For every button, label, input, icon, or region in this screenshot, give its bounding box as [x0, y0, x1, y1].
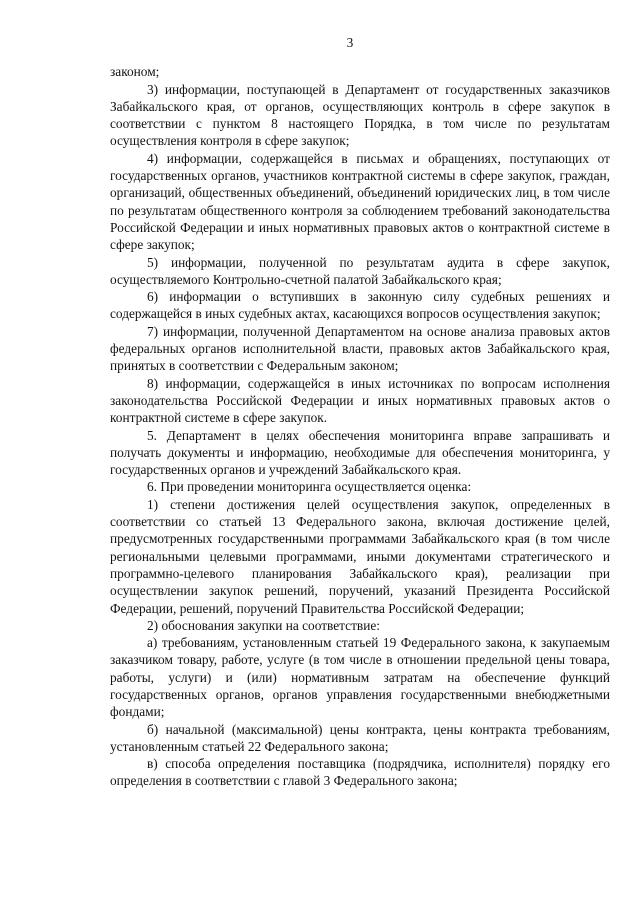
paragraph-subitem-v: в) способа определения поставщика (подрядчика, исполнителя) порядку его определения в соответствии с главой 3 Федерального закона; — [110, 756, 610, 789]
paragraph-subitem-a: а) требованиям, установленным статьей 19 Федерального закона, к закупаемым заказчиком товару, работе, услуге (в том числе в отношении предельной цены товара, работы, услуги) и (или) нормативным затратам на обеспечение функций государственных органов, органов управления государственными внебюджетными фондами; — [110, 635, 610, 720]
paragraph-assessment-1: 1) степени достижения целей осуществления закупок, определенных в соответствии со статьей 13 Федерального закона, включая достижение целей, предусмотренных государственными программами Забайкальского края (в том числе региональными целевыми программами, иными документами стратегического и программно-целевого планирования Забайкальского края), реализации при осуществлении закупок решений, поручений, указаний Президента Российской Федерации, решений, поручений Правительства Российской Федерации; — [110, 496, 610, 616]
paragraph-law-end: законом; — [110, 64, 160, 80]
paragraph-item-3: 3) информации, поступающей в Департамент от государственных заказчиков Забайкальского края, от органов, осуществляющих контроль в сфере закупок в соответствии с пунктом 8 настоящего Порядка, в том числе по результатам осуществления контроля в сфере закупок; — [110, 81, 610, 149]
paragraph-item-8: 8) информации, содержащейся в иных источниках по вопросам исполнения законодательства Российской Федерации и иных нормативных правовых актов о контрактной системе в сфере закупок. — [110, 375, 610, 426]
paragraph-item-5: 5) информации, полученной по результатам аудита в сфере закупок, осуществляемого Контрольно-счетной палатой Забайкальского края; — [110, 254, 610, 287]
paragraph-clause-5: 5. Департамент в целях обеспечения мониторинга вправе запрашивать и получать документы и информацию, необходимые для обеспечения мониторинга, у государственных органов и учреждений Забайкальского края. — [110, 427, 610, 478]
paragraph-subitem-b: б) начальной (максимальной) цены контракта, цены контракта требованиям, установленным статьей 22 Федерального закона; — [110, 721, 610, 754]
paragraph-assessment-2: 2) обоснования закупки на соответствие: — [147, 617, 381, 633]
paragraph-clause-6: 6. При проведении мониторинга осуществляется оценка: — [147, 479, 472, 495]
paragraph-item-6: 6) информации о вступивших в законную силу судебных решениях и содержащейся в иных судебных актах, касающихся вопросов осуществления закупок; — [110, 289, 610, 322]
page-number: 3 — [346, 35, 354, 50]
paragraph-item-4: 4) информации, содержащейся в письмах и обращениях, поступающих от государственных органов, участников контрактной системы в сфере закупок, граждан, организаций, общественных объединений, объединений юридических лиц, в том числе по результатам общественного контроля за соблюдением требований законодательства Российской Федерации и иных нормативных правовых актов о контрактной системе в сфере закупок; — [110, 150, 610, 253]
paragraph-item-7: 7) информации, полученной Департаментом на основе анализа правовых актов федеральных органов исполнительной власти, правовых актов Забайкальского края, принятых в соответствии с Федеральным законом; — [110, 323, 610, 374]
